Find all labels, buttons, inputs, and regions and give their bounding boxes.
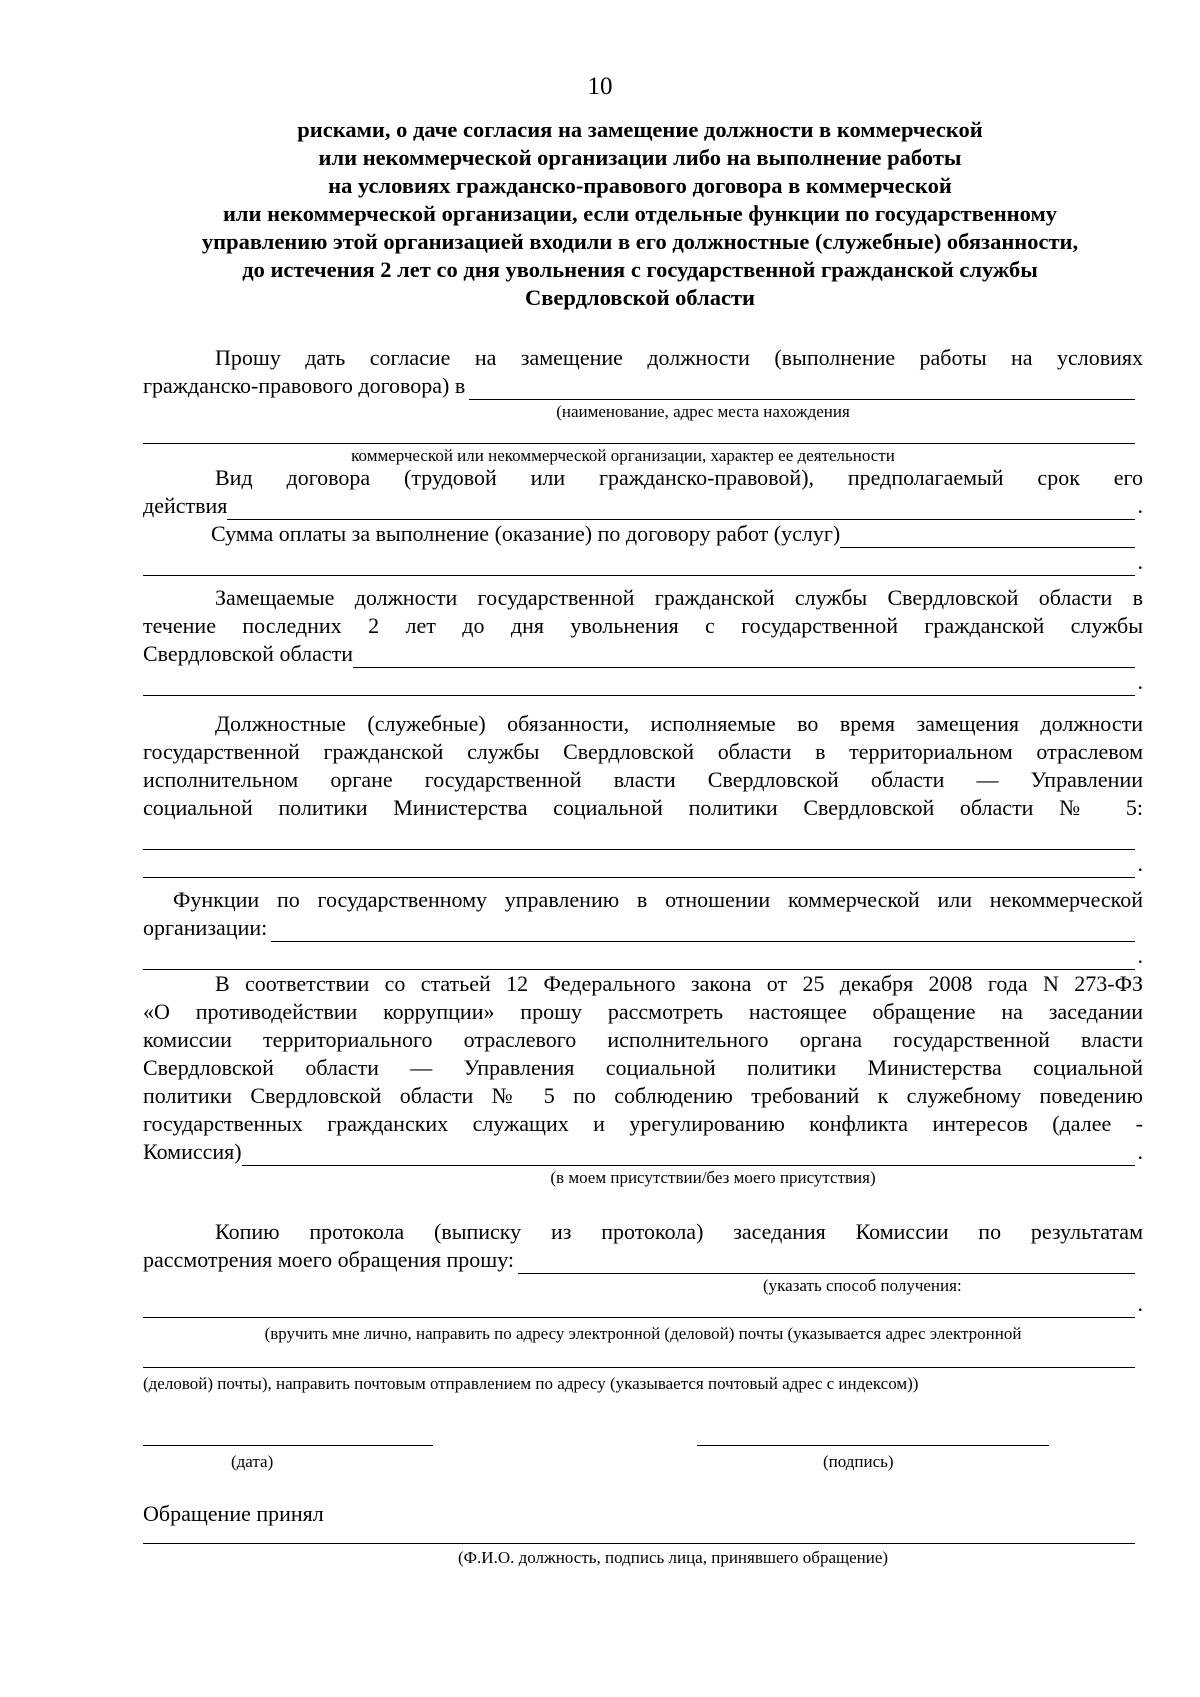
heading-line: на условиях гражданско-правового договора в коммерческой	[328, 173, 952, 198]
payment-field-continued[interactable]	[143, 555, 1135, 576]
delivery-method-field[interactable]	[518, 1253, 1135, 1274]
date-caption: (дата)	[231, 1452, 274, 1471]
duties-line-4: социальной политики Министерства социальной политики Свердловской области № 5:	[143, 795, 1143, 820]
duties-line-1: Должностные (служебные) обязанности, исполняемые во время замещения должности	[215, 711, 1143, 736]
contract-line-2: действия .	[143, 493, 1143, 518]
delivery-method-field-continued[interactable]	[143, 1297, 1135, 1318]
signature-row	[143, 1406, 1143, 1446]
heading-line: рисками, о даче согласия на замещение должности в коммерческой	[297, 117, 983, 142]
request-line-1: Прошу дать согласие на замещение должности (выполнение работы на условиях	[215, 345, 1143, 370]
commission-line-2: «О противодействии коррупции» прошу рассмотреть настоящее обращение на заседании	[143, 999, 1143, 1024]
contract-term-field[interactable]	[227, 499, 1135, 520]
delivery-caption-1: (указать способ получения:	[763, 1276, 962, 1295]
payment-field[interactable]	[840, 527, 1135, 548]
positions-line-3: Свердловской области	[143, 640, 1143, 668]
functions-field[interactable]	[271, 921, 1135, 942]
commission-line-1: В соответствии со статьей 12 Федерального закона от 25 декабря 2008 года N 273-ФЗ	[215, 971, 1143, 996]
accepted-label: Обращение принял	[143, 1501, 324, 1526]
organization-field[interactable]	[469, 379, 1135, 400]
delivery-caption-2: (вручить мне лично, направить по адресу электронной (деловой) почты (указывается адрес электронной	[264, 1324, 1022, 1343]
document-heading	[140, 116, 1140, 312]
organization-caption-2: коммерческой или некоммерческой организации, характер ее деятельности	[351, 446, 895, 465]
accepted-by-field[interactable]	[143, 1523, 1135, 1544]
organization-caption-1: (наименование, адрес места нахождения	[556, 402, 850, 421]
functions-field-continued[interactable]	[143, 949, 1135, 970]
heading-line: или некоммерческой организации, если отдельные функции по государственному	[222, 201, 1058, 226]
page-number: 10	[587, 73, 613, 100]
duties-line-2: государственной гражданской службы Свердловской области в территориальном отраслевом	[143, 739, 1143, 764]
heading-line: до истечения 2 лет со дня увольнения с государственной гражданской службы	[242, 257, 1038, 282]
functions-line-1: Функции по государственному управлению в отношении коммерческой или некоммерческой	[173, 887, 1143, 912]
accepted-caption: (Ф.И.О. должность, подпись лица, принявшего обращение)	[457, 1548, 889, 1567]
duties-line-3: исполнительном органе государственной власти Свердловской области — Управлении	[143, 767, 1143, 792]
delivery-caption-3: (деловой) почты), направить почтовым отправлением по адресу (указывается почтовый адрес с индексом))	[143, 1374, 919, 1393]
commission-line-3: комиссии территориального отраслевого исполнительного органа государственной власти	[143, 1027, 1143, 1052]
duties-field-continued[interactable]	[143, 857, 1135, 878]
presence-caption: (в моем присутствии/без моего присутствия)	[550, 1168, 876, 1187]
positions-line-1: Замещаемые должности государственной гражданской службы Свердловской области в	[215, 585, 1143, 610]
duties-field[interactable]	[143, 829, 1135, 850]
commission-line-6: государственных гражданских служащих и урегулированию конфликта интересов (далее -	[143, 1111, 1143, 1136]
positions-field-continued[interactable]	[143, 675, 1135, 696]
request-line-2: гражданско-правового договора) в	[143, 372, 1143, 400]
form-body: Прошу дать согласие на замещение должности (выполнение работы на условиях гражданско-правового договора) в (наименование, адрес места нахождения коммерческой или некоммерческой организации, характер ее деятельности Вид договора (трудовой или гражданско-правовой), предполагаемый срок его действия . Сумма оплаты за выполнение (оказание) по договору работ (услуг) . Замещаемые должности государственной гражданской службы Свердловской области в течение последних 2 лет до дня увольнения с государственной гражданской службы Свердловской области . Должностные (служебные) обязанности, исполняемые во время замещения должности государственной гражданской службы Свердловской области в территориальном отраслевом исполнительном органе государственной власти Свердловской области — Управлении социальной политики Министерства социальной политики Свердловской области № 5: . Функции по государственному управлению в отношении коммерческой или некоммерческой организации: . В соответствии со статьей 12 Федерального закона от 25 декабря 2008 года N 273-ФЗ «О противодействии коррупции» прошу рассмотреть настоящее обращение на заседании комиссии территориального отраслевого исполнительного органа государственной власти Свердловской области — Управления социальной политики Министерства социальной политики Свердловской области № 5 по соблюдению требований к служебному поведению государственных гражданских служащих и урегулированию конфликта интересов (далее - Комиссия) . (в моем присутствии/без моего присутствия) Копию протокола (выписку из протокола) заседания Комиссии по результатам рассмотрения моего обращения прошу: (указать способ получения: . (вручить мне лично, направить по адресу электронной (деловой) почты (указывается адрес электронной (деловой) почты), направить почтовым отправлением по адресу (указывается почтовый адрес с индексом)) (дата) (подпись) Обращение принял (Ф.И.О. должность, подпись лица, принявшего обращение)	[143, 344, 1143, 1570]
presence-field[interactable]	[242, 1145, 1135, 1166]
positions-field[interactable]	[353, 647, 1135, 668]
commission-line-5: политики Свердловской области № 5 по соблюдению требований к служебному поведению	[143, 1083, 1143, 1108]
delivery-address-field[interactable]	[143, 1347, 1135, 1368]
organization-field-continued[interactable]	[143, 423, 1135, 444]
protocol-line-1: Копию протокола (выписку из протокола) заседания Комиссии по результатам	[215, 1219, 1143, 1244]
commission-line-7: Комиссия) .	[143, 1139, 1143, 1164]
signature-caption: (подпись)	[823, 1452, 894, 1471]
heading-line: Свердловской области	[524, 285, 756, 310]
payment-line-1: Сумма оплаты за выполнение (оказание) по договору работ (услуг)	[143, 520, 1143, 548]
contract-line-1: Вид договора (трудовой или гражданско-правовой), предполагаемый срок его	[215, 465, 1143, 490]
commission-line-4: Свердловской области — Управления социальной политики Министерства социальной	[143, 1055, 1143, 1080]
heading-line: или некоммерческой организации либо на выполнение работы	[318, 145, 962, 170]
protocol-line-2: рассмотрения моего обращения прошу:	[143, 1246, 1143, 1274]
heading-line: управлению этой организацией входили в его должностные (служебные) обязанности,	[201, 229, 1079, 254]
functions-line-2: организации:	[143, 914, 1143, 942]
positions-line-2: течение последних 2 лет до дня увольнения с государственной гражданской службы	[143, 613, 1143, 638]
